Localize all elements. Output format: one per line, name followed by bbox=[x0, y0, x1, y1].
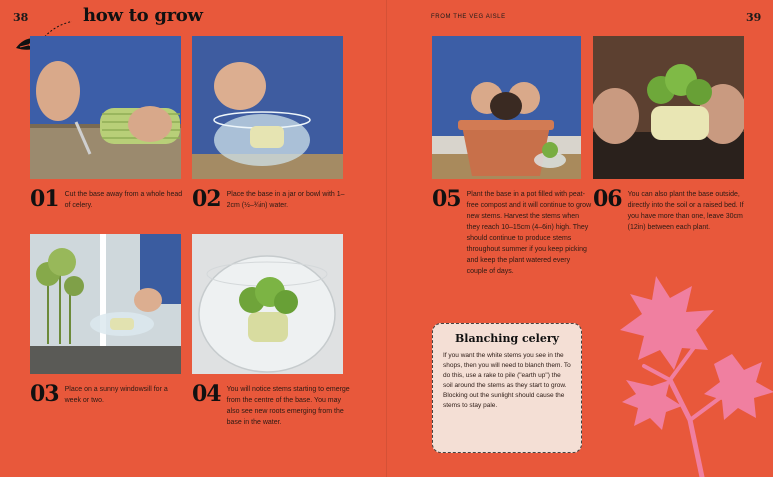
running-head: FROM THE VEG AISLE bbox=[431, 14, 506, 20]
photo-planting-outside bbox=[593, 36, 744, 179]
step-text: You can also plant the base outside, directly into the soil or a raised bed. If you have more than one, leave 30cm (12in) between each plant. bbox=[627, 191, 744, 231]
step-number: 03 bbox=[30, 381, 59, 407]
step-number: 06 bbox=[593, 186, 622, 212]
page-heading: how to grow bbox=[83, 5, 203, 26]
step-03 bbox=[30, 383, 185, 406]
blanching-callout-box bbox=[432, 323, 582, 453]
callout-title: Blanching celery bbox=[454, 332, 560, 345]
page-gutter bbox=[386, 0, 387, 477]
step-number: 02 bbox=[192, 186, 221, 212]
photo-potting bbox=[432, 36, 581, 179]
step-05 bbox=[432, 188, 592, 277]
step-number: 05 bbox=[432, 186, 461, 212]
step-02 bbox=[192, 188, 350, 211]
step-04 bbox=[192, 383, 350, 428]
step-01 bbox=[30, 188, 185, 211]
celery-leaf-illustration-icon bbox=[604, 270, 773, 477]
step-text: You will notice stems starting to emerge from the centre of the base. You may also see new roots emerging from the base in the water. bbox=[226, 386, 350, 426]
step-text: Place the base in a jar or bowl with 1–2cm (½–¾in) water. bbox=[226, 191, 345, 209]
step-text: Place on a sunny windowsill for a week or two. bbox=[64, 386, 168, 404]
page-number-left: 38 bbox=[13, 11, 29, 24]
photo-windowsill bbox=[30, 234, 181, 374]
step-06 bbox=[593, 188, 753, 233]
step-number: 04 bbox=[192, 381, 221, 407]
step-number: 01 bbox=[30, 186, 59, 212]
page-number-right: 39 bbox=[746, 11, 762, 24]
photo-cutting-celery bbox=[30, 36, 181, 179]
photo-base-in-bowl bbox=[192, 36, 343, 179]
callout-body: If you want the white stems you see in the shops, then you will need to blanch them. To do this, use a rake to pile ("earth up") the soil around the stems as they start to grow. Blocking out the sunlight should cause the stems to stay pale. bbox=[443, 352, 571, 409]
step-text: Cut the base away from a whole head of celery. bbox=[64, 191, 183, 209]
step-text: Plant the base in a pot filled with peat-free compost and it will continue to grow new stems. Harvest the stems when they reach 10–15cm (4–6in) high. They should continue to produce stems throughout summer if you keep picking and keep the plant watered every couple of days. bbox=[466, 191, 592, 275]
photo-stems-emerging bbox=[192, 234, 343, 374]
